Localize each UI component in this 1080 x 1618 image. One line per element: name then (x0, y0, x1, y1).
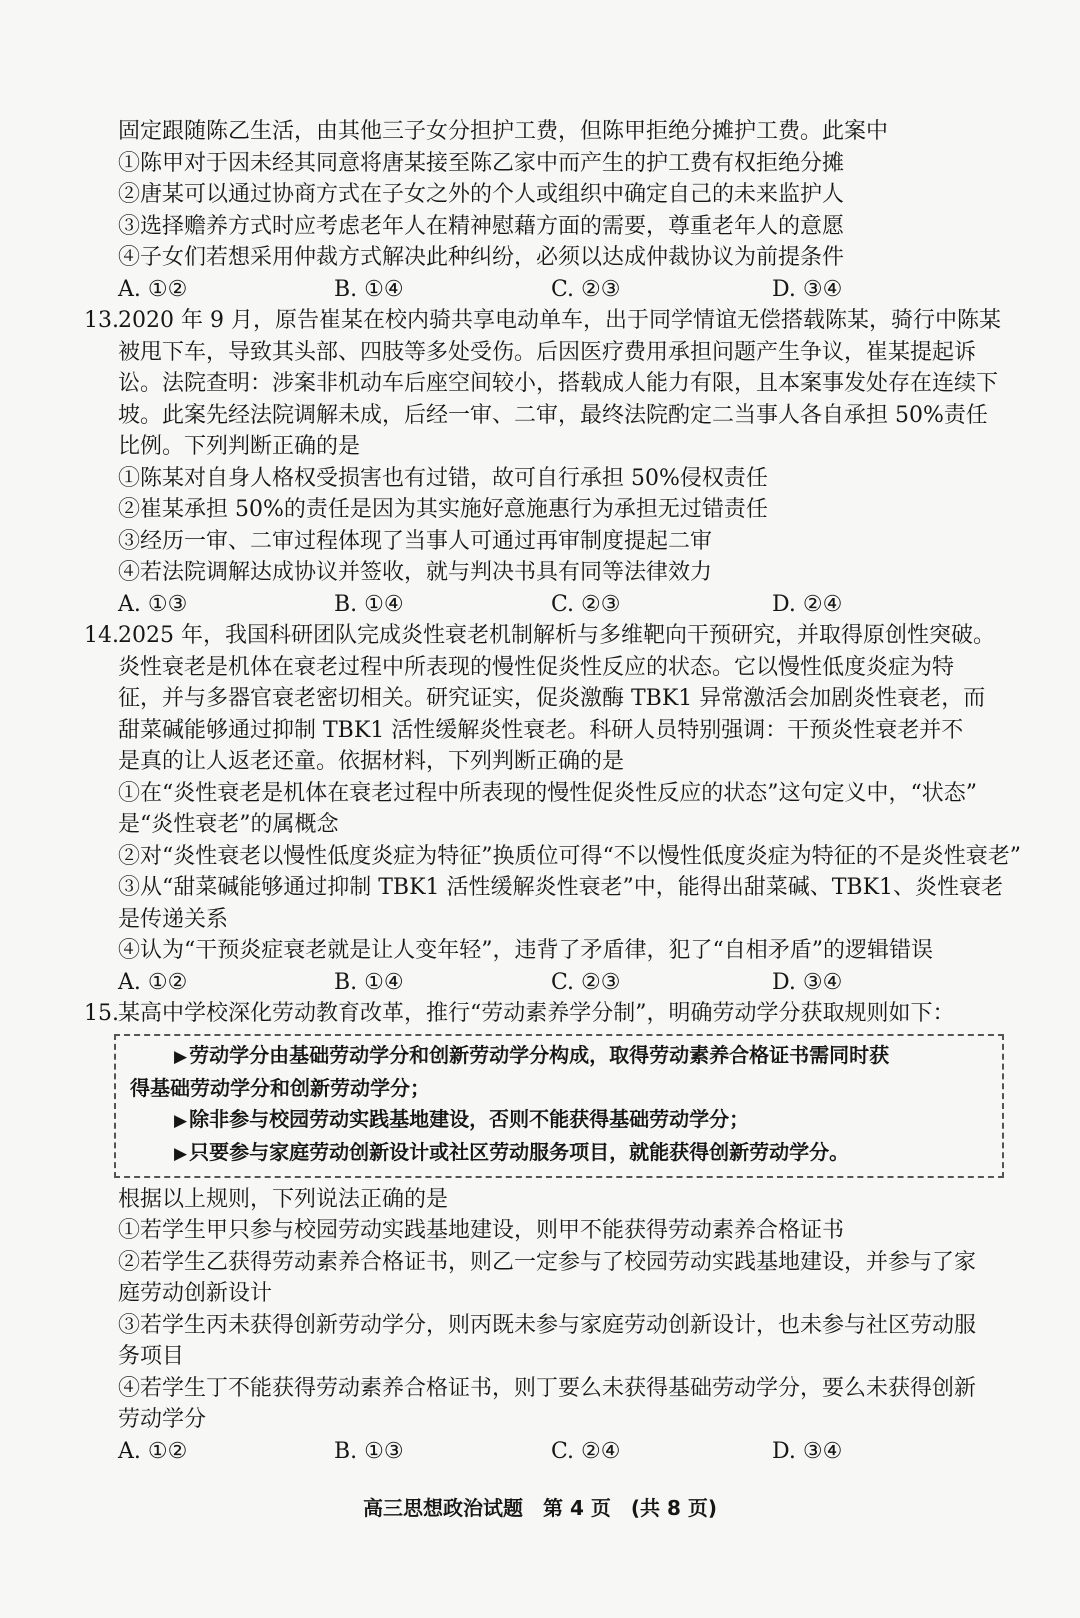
statement-2: ②崔某承担 50%的责任是因为其实施好意施惠行为承担无过错责任 (118, 497, 768, 522)
statement-4: ④若法院调解达成协议并签收，就与判决书具有同等法律效力 (118, 560, 713, 585)
statement-4: ④子女们若想采用仲裁方式解决此种纠纷，必须以达成仲裁协议为前提条件 (118, 245, 845, 270)
rule-2 (130, 1104, 992, 1137)
option-d: D. ②④ (772, 591, 843, 617)
option-a: A. ①② (118, 969, 188, 995)
question-13 (84, 305, 1001, 620)
question-number: 13. (84, 308, 119, 333)
statement-1: ①陈某对自身人格权受损害也有过错，故可自行承担 50%侵权责任 (118, 465, 768, 491)
answer-options (84, 967, 996, 999)
triangle-bullet-icon: ▶ (174, 1143, 188, 1164)
question-stem-line (84, 620, 996, 652)
rule-2-text: 除非参与校园劳动实践基地建设，否则不能获得基础劳动学分； (189, 1106, 750, 1131)
question-text-line: 讼。法院查明：涉案非机动车后座空间较小，搭载成人能力有限，且本案事发处存在连续下 (118, 371, 999, 396)
option-b: B. ①④ (334, 276, 404, 302)
option-c: C. ②④ (551, 1438, 621, 1464)
option-c: C. ②③ (551, 276, 621, 302)
answer-options (84, 1436, 996, 1468)
question-12-continuation (84, 116, 996, 305)
option-d: D. ③④ (772, 1438, 843, 1464)
answer-options (84, 274, 996, 306)
question-stem-line (84, 305, 1001, 337)
statement-1-cont: 是“炎性衰老”的属概念 (118, 812, 339, 837)
triangle-bullet-icon: ▶ (174, 1110, 188, 1131)
statement-3: ③选择赡养方式时应考虑老年人在精神慰藉方面的需要，尊重老年人的意愿 (118, 213, 845, 239)
statement-2-cont: 庭劳动创新设计 (118, 1281, 273, 1306)
page-content (84, 116, 1021, 1467)
statement-1: ①若学生甲只参与校园劳动实践基地建设，则甲不能获得劳动素养合格证书 (118, 1218, 845, 1243)
statement-2: ②若学生乙获得劳动素养合格证书，则乙一定参与了校园劳动实践基地建设，并参与了家 (118, 1249, 977, 1275)
question-number: 15. (84, 1001, 119, 1026)
option-b: B. ①④ (334, 591, 404, 617)
option-d: D. ③④ (772, 276, 843, 302)
question-text-line: 根据以上规则，下列说法正确的是 (118, 1186, 449, 1212)
rules-box (114, 1034, 1004, 1178)
question-stem-text: 2020 年 9 月，原告崔某在校内骑共享电动单车，出于同学情谊无偿搭载陈某，骑行中陈某 (118, 308, 1001, 333)
option-b: B. ①④ (334, 969, 404, 995)
statement-3-cont: 是传递关系 (118, 906, 229, 932)
question-text-line: 比例。下列判断正确的是 (118, 434, 361, 459)
question-text-line: 被甩下车，导致其头部、四肢等多处受伤。后因医疗费用承担问题产生争议，崔某提起诉 (118, 339, 977, 365)
question-text-line: 炎性衰老是机体在衰老过程中所表现的慢性促炎性反应的状态。它以慢性低度炎症为特 (118, 654, 955, 680)
question-text-line: 甜菜碱能够通过抑制 TBK1 活性缓解炎性衰老。科研人员特别强调：干预炎性衰老并不 (118, 717, 964, 743)
question-14 (84, 620, 1021, 998)
question-text-line: 是真的让人返老还童。依据材料，下列判断正确的是 (118, 749, 625, 774)
question-text-line: 坡。此案先经法院调解未成，后经一审、二审，最终法院酌定二当事人各自承担 50%责任 (118, 402, 988, 428)
option-b: B. ①③ (334, 1438, 404, 1464)
rule-1-cont: 得基础劳动学分和创新劳动学分； (130, 1075, 430, 1100)
statement-4: ④若学生丁不能获得劳动素养合格证书，则丁要么未获得基础劳动学分，要么未获得创新 (118, 1375, 977, 1401)
rule-1 (130, 1040, 992, 1073)
rule-1-text: 劳动学分由基础劳动学分和创新劳动学分构成，取得劳动素养合格证书需同时获 (189, 1042, 890, 1067)
statement-3: ③若学生丙未获得创新劳动学分，则丙既未参与家庭劳动创新设计，也未参与社区劳动服 (118, 1312, 977, 1338)
option-c: C. ②③ (551, 969, 621, 995)
statement-2: ②对“炎性衰老以慢性低度炎症为特征”换质位可得“不以慢性低度炎症为特征的不是炎性衰老” (118, 843, 1021, 869)
statement-1: ①陈甲对于因未经其同意将唐某接至陈乙家中而产生的护工费有权拒绝分摊 (118, 150, 845, 176)
answer-options (84, 589, 996, 621)
statement-4: ④认为“干预炎症衰老就是让人变年轻”，违背了矛盾律，犯了“自相矛盾”的逻辑错误 (118, 938, 933, 963)
option-d: D. ③④ (772, 969, 843, 995)
rule-3-text: 只要参与家庭劳动创新设计或社区劳动服务项目，就能获得创新劳动学分。 (189, 1139, 850, 1164)
statement-3: ③从“甜菜碱能够通过抑制 TBK1 活性缓解炎性衰老”中，能得出甜菜碱、TBK1、炎性衰老 (118, 875, 1004, 900)
rule-3 (130, 1137, 992, 1170)
question-number: 14. (84, 623, 119, 648)
statement-4-cont: 劳动学分 (118, 1407, 207, 1432)
statement-1: ①在“炎性衰老是机体在衰老过程中所表现的慢性促炎性反应的状态”这句定义中，“状态” (118, 780, 977, 806)
option-a: A. ①② (118, 276, 188, 302)
question-15 (84, 998, 996, 1467)
statement-2: ②唐某可以通过协商方式在子女之外的个人或组织中确定自己的未来监护人 (118, 182, 845, 207)
page-footer: 高三思想政治试题 第 4 页 (共 8 页) (363, 1496, 717, 1520)
option-a: A. ①② (118, 1438, 188, 1464)
question-stem-line (84, 998, 996, 1030)
question-text-line: 征，并与多器官衰老密切相关。研究证实，促炎激酶 TBK1 异常激活会加剧炎性衰老，而 (118, 686, 986, 711)
question-stem-text: 2025 年，我国科研团队完成炎性衰老机制解析与多维靶向干预研究，并取得原创性突破。 (118, 623, 995, 648)
question-text-line: 固定跟随陈乙生活，由其他三子女分担护工费，但陈甲拒绝分摊护工费。此案中 (118, 119, 889, 144)
question-stem-text: 某高中学校深化劳动教育改革，推行“劳动素养学分制”，明确劳动学分获取规则如下： (118, 1001, 955, 1026)
statement-3: ③经历一审、二审过程体现了当事人可通过再审制度提起二审 (118, 528, 713, 554)
triangle-bullet-icon: ▶ (174, 1046, 188, 1067)
option-c: C. ②③ (551, 591, 621, 617)
option-a: A. ①③ (118, 591, 188, 617)
statement-3-cont: 务项目 (118, 1344, 185, 1369)
